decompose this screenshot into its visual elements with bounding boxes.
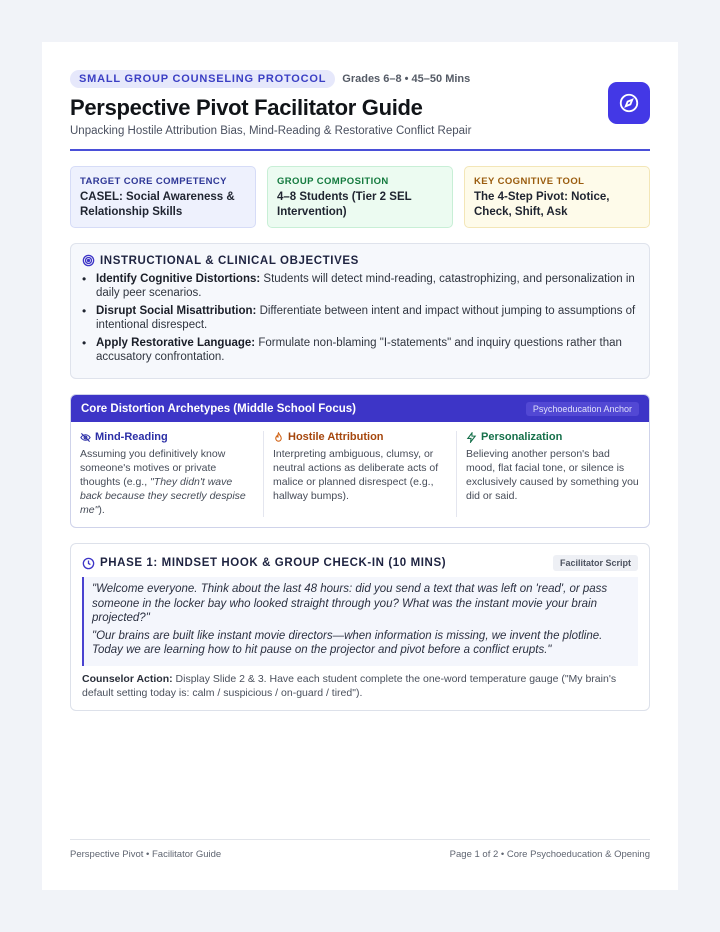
phase-1-heading: [82, 557, 446, 570]
target-icon: [82, 254, 95, 267]
objective-title: Apply Restorative Language:: [96, 337, 256, 349]
group-composition-card: [267, 166, 453, 228]
phase-1-heading-text: PHASE 1: MINDSET HOOK & GROUP CHECK-IN (10 MINS): [100, 557, 447, 569]
compass-icon: [608, 82, 650, 124]
phase-1-section: [70, 543, 650, 711]
card-label: KEY COGNITIVE TOOL: [474, 176, 585, 187]
archetype-heading-text: Hostile Attribution: [288, 431, 384, 443]
objective-title: Disrupt Social Misattribution:: [96, 305, 257, 317]
objective-title: Identify Cognitive Distortions:: [96, 273, 261, 285]
archetype-heading: [466, 431, 641, 443]
archetype-heading-text: Personalization: [481, 431, 563, 443]
script-quote: "Our brains are built like instant movie directors—when information is missing, we invent the plotline. Today we are learning how to hit pause on the projector and pivot before a conflict erupts.": [92, 629, 603, 656]
archetype-mind-reading: [71, 431, 263, 517]
card-label: TARGET CORE COMPETENCY: [80, 176, 227, 187]
psychoeducation-badge: Psychoeducation Anchor: [526, 402, 639, 416]
facilitator-script-quote: [82, 577, 638, 666]
archetype-text: [80, 447, 255, 517]
archetype-heading-text: Mind-Reading: [95, 431, 168, 443]
card-value: CASEL: Social Awareness & Relationship Skills: [80, 191, 235, 218]
summary-cards: [70, 166, 650, 228]
objectives-heading: [82, 254, 638, 267]
clock-icon: [82, 557, 95, 570]
competency-card: [70, 166, 256, 228]
footer-left: Perspective Pivot • Facilitator Guide: [70, 849, 222, 860]
archetype-hostile-attribution: [263, 431, 456, 517]
eye-off-icon: [80, 432, 91, 443]
archetypes-section: [70, 394, 650, 528]
archetypes-title: Core Distortion Archetypes (Middle School Focus): [81, 402, 356, 415]
archetype-text-part: Interpreting ambiguous, clumsy, or neutral actions as deliberate acts of malice or planned disrespect (e.g., hallway bumps).: [273, 448, 439, 502]
document-page: [42, 42, 678, 890]
objective-text: Differentiate between intent and impact without jumping to assumptions of intentional disrespect.: [96, 305, 636, 331]
objective-text: Formulate non-blaming "I-statements" and inquiry questions rather than accusatory confrontation.: [96, 337, 622, 363]
page-footer: [70, 839, 650, 860]
header-top-row: [70, 70, 650, 88]
archetype-text-part: Believing another person's bad mood, flat facial tone, or silence is exclusively caused by something you did or said.: [466, 448, 639, 502]
objectives-heading-text: INSTRUCTIONAL & CLINICAL OBJECTIVES: [100, 254, 359, 267]
archetype-example: "They didn't wave back because they secretly despise me": [80, 476, 246, 516]
archetype-text: [273, 447, 448, 503]
facilitator-script-badge: Facilitator Script: [553, 555, 638, 571]
list-item: [82, 272, 638, 300]
objectives-list: [82, 272, 638, 364]
counselor-action-label: Counselor Action:: [82, 672, 173, 685]
objectives-section: [70, 243, 650, 379]
phase-1-header: [82, 555, 638, 571]
page-content: [70, 70, 650, 711]
header-divider: [70, 149, 650, 151]
card-value: The 4-Step Pivot: Notice, Check, Shift, Ask: [474, 191, 610, 218]
archetype-columns: [71, 422, 649, 527]
list-item: [82, 304, 638, 332]
archetype-heading: [273, 431, 448, 443]
card-label: GROUP COMPOSITION: [277, 176, 389, 187]
card-value: 4–8 Students (Tier 2 SEL Intervention): [277, 191, 412, 218]
archetype-heading: [80, 431, 255, 443]
script-quote: "Welcome everyone. Think about the last 48 hours: did you send a text that was left on 'read', or pass someone in the locker bay who looked straight through you? What was the instant movie your brain projected?": [92, 583, 608, 624]
protocol-pill: SMALL GROUP COUNSELING PROTOCOL: [70, 70, 335, 88]
archetypes-header: [71, 395, 649, 422]
archetype-text: [466, 447, 641, 503]
counselor-action: [82, 672, 638, 700]
archetype-text-part: ).: [98, 504, 105, 516]
archetype-text-part: Assuming you definitively know someone's motives or private thoughts (e.g.,: [80, 448, 226, 488]
grade-duration-meta: Grades 6–8 • 45–50 Mins: [342, 73, 471, 85]
footer-page-info: Page 1 of 2 • Core Psychoeducation & Opening: [449, 849, 650, 860]
flame-icon: [273, 432, 284, 443]
objective-text: Students will detect mind-reading, catastrophizing, and personalization in daily peer scenarios.: [96, 273, 635, 299]
counselor-action-text: Display Slide 2 & 3. Have each student complete the one-word temperature gauge ("My brain's default setting today is: calm / suspicious / on-guard / tired").: [82, 672, 617, 699]
page-title: Perspective Pivot Facilitator Guide: [70, 95, 423, 120]
cognitive-tool-card: [464, 166, 650, 228]
lightning-icon: [466, 432, 477, 443]
list-item: [82, 336, 638, 364]
archetype-personalization: [456, 431, 649, 517]
page-subtitle: Unpacking Hostile Attribution Bias, Mind-Reading & Restorative Conflict Repair: [70, 125, 472, 137]
